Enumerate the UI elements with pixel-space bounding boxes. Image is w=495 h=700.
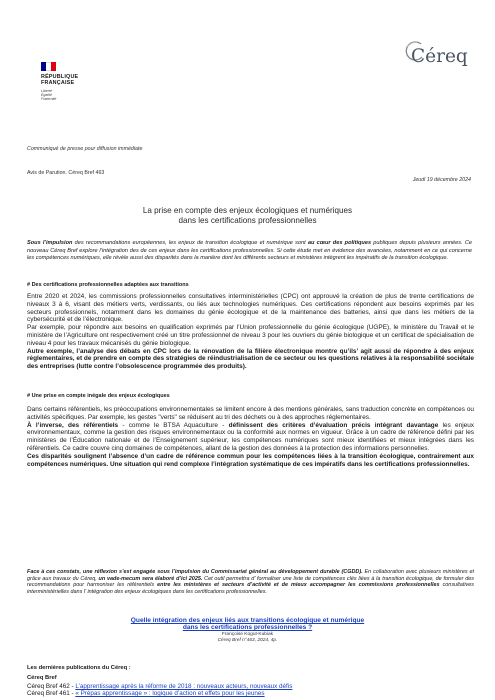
intro-lead: Sous l’impulsion	[27, 240, 73, 246]
section1-body	[27, 293, 474, 371]
section2-paragraph-3: Ces disparités soulignent l’absence d’un cadre de référence commun pour les compétences liées à la transition écologique, contrairement aux compétences numériques. Une situation qui rend complexe l’intégration systématique de ces impératifs dans les certifications professionnelles.	[27, 452, 474, 468]
release-date: Jeudi 19 décembre 2024	[412, 177, 471, 183]
publication-link[interactable]	[0, 617, 495, 632]
closing-text-1: En collaboration avec plusieurs ministères et grâce aux travaux du Céreq,	[27, 569, 475, 582]
section1-paragraph-2: Par exemple, pour répondre aux besoins en qualification exprimés par l’Union professionnelle du génie écologique (UGPE), le ministère du Travail et le ministère de l’Agriculture ont respectivement créé un titre professionnel de niveau 3 pour les ouvriers du génie biologique et un certificat de spécialisation de niveau 4 pour les travaux mécanisés du génie biologique.	[27, 324, 474, 347]
section2-paragraph-2	[27, 422, 474, 453]
intro-paragraph	[27, 240, 472, 263]
section-heading-ecologie: # Une prise en compte inégale des enjeux écologiques	[27, 393, 170, 399]
list-item-link[interactable]: L’apprentissage après la réforme de 2018 : nouveaux acteurs, nouveaux défis	[75, 683, 293, 690]
section2-rest: les enjeux environnementaux, comme la gestion des risques environnementaux ou la conformité aux normes en vigueur. Grâce à un cadre de référence défini par les ministères de l’Éducation nationale et de l’Enseignement supérieur, les compétences numériques sont mieux identifiées et mieux intégrées dans les référentiels. Ce cadre couvre cinq domaines de compétences, allant de la gestion des données à la protection des informations personnelles.	[27, 421, 475, 452]
closing-bold-1: Face à ces constats, une réflexion s’est engagée sous l’impulsion du Commissariat général au développement durable (CGDD).	[27, 569, 363, 575]
section1-paragraph-1: Entre 2020 et 2024, les commissions professionnelles consultatives interministérielles (CPC) ont approuvé la création de plus de trente certifications de niveaux 3 à 6, visant des métiers verts, verdissants, ou liés aux technologies numériques. Ces certifications répondent aux besoins exprimés par les secteurs professionnels, notamment dans les domaines du génie écologique et de la maintenance des batteries, ainsi que dans les métiers de la cybersécurité et de l’électronique.	[27, 293, 474, 324]
cereq-logo	[401, 40, 481, 80]
section2-body	[27, 406, 474, 468]
list-item-prefix: Céreq Bref 462 -	[27, 683, 76, 690]
list-item	[27, 683, 292, 690]
closing-paragraph	[27, 569, 474, 596]
flag-icon	[41, 62, 56, 71]
closing-bold-2: un vade-mecum sera élaboré d’ici 2025.	[98, 575, 203, 582]
section1-paragraph-3: Autre exemple, l’analyse des débats en CPC lors de la rénovation de la filière électronique montre qu’ils’ agit aussi de répondre à des enjeux réglementaires, et de prendre en compte des stratégies de réindustrialisation de ce secteur ou les questions relatives à la responsabilité sociétale des entreprises (lutte contre l’obsolescence programmée des produits).	[27, 347, 474, 371]
motto: Liberté Égalité Fraternité	[41, 89, 57, 102]
avis-parution: Avis de Parution. Céreq Bref 463	[27, 170, 105, 176]
list-item	[27, 690, 292, 697]
communique-label: Communiqué de presse pour diffusion immédiate	[27, 146, 143, 152]
section-heading-transitions: # Des certifications professionnelles adaptées aux transitions	[27, 282, 189, 288]
section2-paragraph-1: Dans certains référentiels, les préoccupations environnementales se limitent encore à des mentions générales, sans traduction concrète en compétences ou activités spécifiques. Par exemple, les gestes "verts" se réduisent au tri des déchets ou à des approches réglementaires.	[27, 406, 474, 421]
page-title	[0, 206, 495, 227]
section2-lead: À l’inverse, des référentiels	[27, 421, 119, 429]
republique-francaise-logo	[27, 62, 87, 102]
list-item-link[interactable]: « Prépas apprentissage » : logique d’action et effets pour les jeunes	[75, 690, 265, 698]
recent-publications-heading: Les dernières publications du Céreq :	[27, 665, 131, 671]
cereq-wordmark: Céreq	[411, 46, 468, 67]
intro-text-2: publiques depuis plusieurs années. Ce nouveau Céreq Bref explore l’intégration des de ces enjeux dans les certifications professionnelles. Si cette étude met en évidence des avancées, notamment en ce qui concerne les compétences numériques, elle révèle aussi des disparités dans la manière dont les différents secteurs et ministères intègrent les impératifs de la transition écologique.	[27, 240, 472, 262]
list-item-prefix: Céreq Bref 461 -	[27, 690, 76, 698]
cereq-bref-heading: Céreq Bref	[27, 675, 57, 681]
title-line-1: La prise en compte des enjeux écologiques et numériques	[142, 206, 353, 215]
intro-bold: au cœur des politiques	[307, 240, 372, 246]
republique-label: RÉPUBLIQUE FRANÇAISE	[41, 74, 79, 86]
closing-text-2: Cet outil permettra d’ formaliser une liste de compétences clés liées à la transition écologique, de formuler des recommandations pour harmoniser les référentiels	[27, 575, 474, 589]
publication-link-line-1[interactable]: Quelle intégration des enjeux liés aux transitions écologique et numérique	[130, 617, 365, 624]
closing-text-3: consultatives interministérielles dans l’ intégration des enjeux écologiques dans les certifications professionnelles.	[27, 582, 475, 596]
recent-list	[27, 683, 292, 698]
closing-bold-3: entre les ministères et secteurs d’activité et de mieux accompagner les commissions professionnelles	[157, 582, 440, 589]
publication-block	[0, 617, 495, 644]
title-line-2: dans les certifications professionnelles	[178, 216, 317, 226]
section2-bold: définissent des critères d’évaluation précis intégrant davantage	[228, 421, 439, 429]
intro-text-1: des recommandations européennes, les enjeux de transition écologique et numérique sont	[72, 240, 308, 246]
publication-reference: Céreq Bref n°463, 2024, 4p.	[217, 637, 278, 643]
publication-author: Françoise Kogut-Kubiak	[221, 631, 274, 637]
section2-mid: - comme le BTSA Aquaculture -	[118, 421, 229, 429]
publication-link-line-2[interactable]: dans les certifications professionnelles ?	[182, 624, 313, 632]
